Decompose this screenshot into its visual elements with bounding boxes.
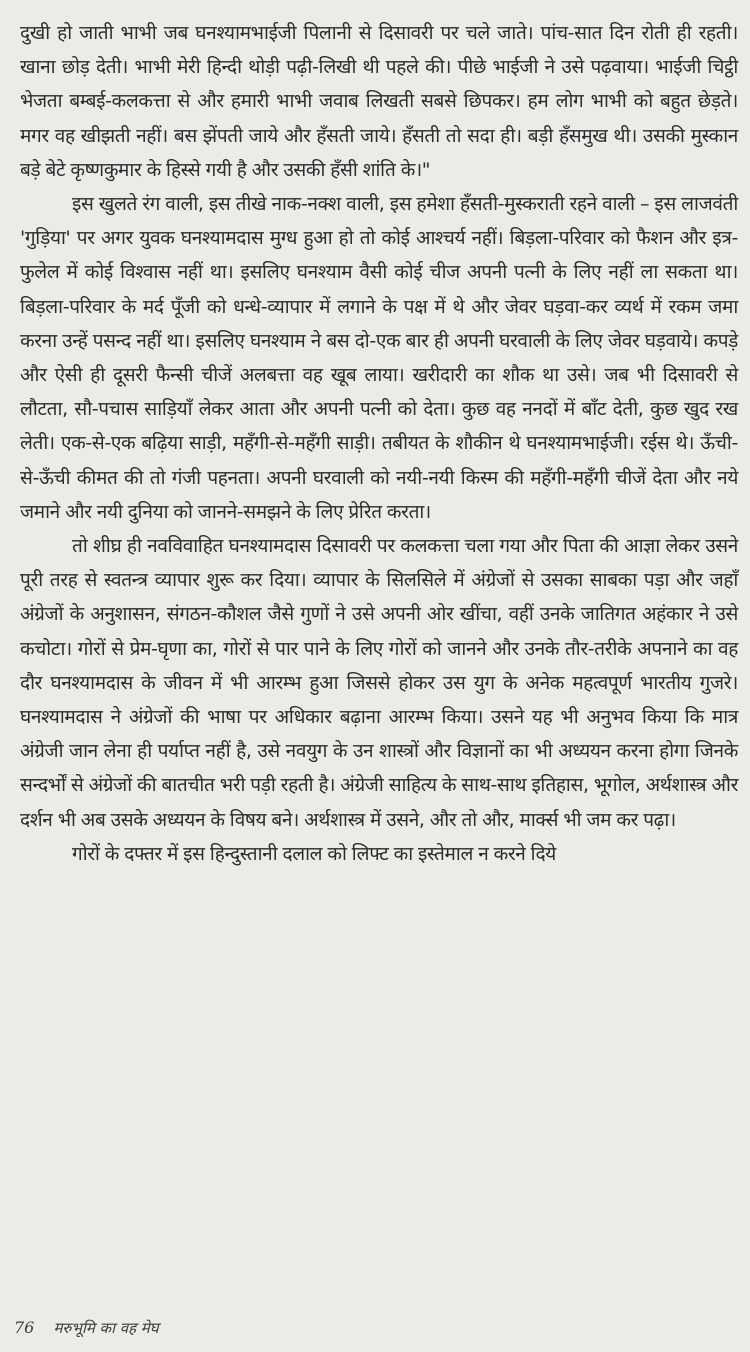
paragraph-4: गोरों के दफ्तर में इस हिन्दुस्तानी दलाल को लिफ्ट का इस्तेमाल न करने दिये xyxy=(72,842,556,865)
paragraph-3: तो शीघ्र ही नवविवाहित घनश्यामदास दिसावरी पर कलकत्ता चला गया और पिता की आज्ञा लेकर उसने पूरी तरह से स्वतन्त्र व्यापार शुरू कर दिया। व्यापार के सिलसिले में अंग्रेजों से उसका साबका पड़ा और जहाँ अंग्रेजों के अनुशासन, संगठन-कौशल जैसे गुणों ने उसे अपनी ओर खींचा, वहीं उनके जातिगत अहंकार ने उसे कचोटा। गोरों से प्रेम-घृणा का, गोरों से पार पाने के लिए गोरों को जानने और उनके तौर-तरीके अपनाने का वह दौर घनश्यामदास के जीवन में भी आरम्भ हुआ जिससे होकर उस युग के अनेक महत्वपूर्ण भारतीय गुजरे। घनश्यामदास ने अंग्रेजों की भाषा पर अधिकार बढ़ाना आरम्भ किया। उसने यह भी अनुभव किया कि मात्र अंग्रेजी जान लेना ही पर्याप्त नहीं है, उसे नवयुग के उन शास्त्रों और विज्ञानों का भी अध्ययन करना होगा जिनके सन्दर्भों से अंग्रेजों की बातचीत भरी पड़ी रहती है। अंग्रेजी साहित्य के साथ-साथ इतिहास, भूगोल, अर्थशास्त्र और दर्शन भी अब उसके अध्ययन के विषय बने। अर्थशास्त्र में उसने, और तो और, मार्क्स भी जम कर पढ़ा। xyxy=(20,535,738,831)
running-title: मरुभूमि का वह मेघ xyxy=(53,1319,159,1337)
body-text xyxy=(20,16,738,871)
page-number: 76 xyxy=(14,1318,35,1337)
paragraph-2: इस खुलते रंग वाली, इस तीखे नाक-नक्श वाली, इस हमेशा हँसती-मुस्कराती रहने वाली – इस लाजवंती 'गुड़िया' पर अगर युवक घनश्यामदास मुग्ध हुआ हो तो कोई आश्चर्य नहीं। बिड़ला-परिवार को फैशन और इत्र-फुलेल में कोई विश्वास नहीं था। इसलिए घनश्याम वैसी कोई चीज अपनी पत्नी के लिए नहीं ला सकता था। बिड़ला-परिवार के मर्द पूँजी को धन्धे-व्यापार में लगाने के पक्ष में थे और जेवर घड़वा-कर व्यर्थ में रकम जमा करना उन्हें पसन्द नहीं था। इसलिए घनश्याम ने बस दो-एक बार ही अपनी घरवाली के लिए जेवर घड़वाये। कपड़े और ऐसी ही दूसरी फैन्सी चीजें अलबत्ता वह खूब लाया। खरीदारी का शौक था उसे। जब भी दिसावरी से लौटता, सौ-पचास साड़ियाँ लेकर आता और अपनी पत्नी को देता। कुछ वह ननदों में बाँट देती, कुछ खुद रख लेती। एक-से-एक बढ़िया साड़ी, महँगी-से-महँगी साड़ी। तबीयत के शौकीन थे घनश्यामभाईजी। रईस थे। ऊँची-से-ऊँची कीमत की तो गंजी पहनता। अपनी घरवाली को नयी-नयी किस्म की महँगी-महँगी चीजें देता और नये जमाने और नयी दुनिया को जानने-समझने के लिए प्रेरित करता। xyxy=(20,193,738,523)
paragraph-1: दुखी हो जाती भाभी जब घनश्यामभाईजी पिलानी से दिसावरी पर चले जाते। पांच-सात दिन रोती ही रहती। खाना छोड़ देती। भाभी मेरी हिन्दी थोड़ी पढ़ी-लिखी थी पहले की। पीछे भाईजी ने उसे पढ़वाया। भाईजी चिट्ठी भेजता बम्बई-कलकत्ता से और हमारी भाभी जवाब लिखती सबसे छिपकर। हम लोग भाभी को बहुत छेड़ते। मगर वह खीझती नहीं। बस झेंपती जाये और हँसती जाये। हँसती तो सदा ही। बड़ी हँसमुख थी। उसकी मुस्कान बड़े बेटे कृष्णकुमार के हिस्से गयी है और उसकी हँसी शांति के।" xyxy=(20,22,738,181)
page-footer xyxy=(14,1318,159,1338)
